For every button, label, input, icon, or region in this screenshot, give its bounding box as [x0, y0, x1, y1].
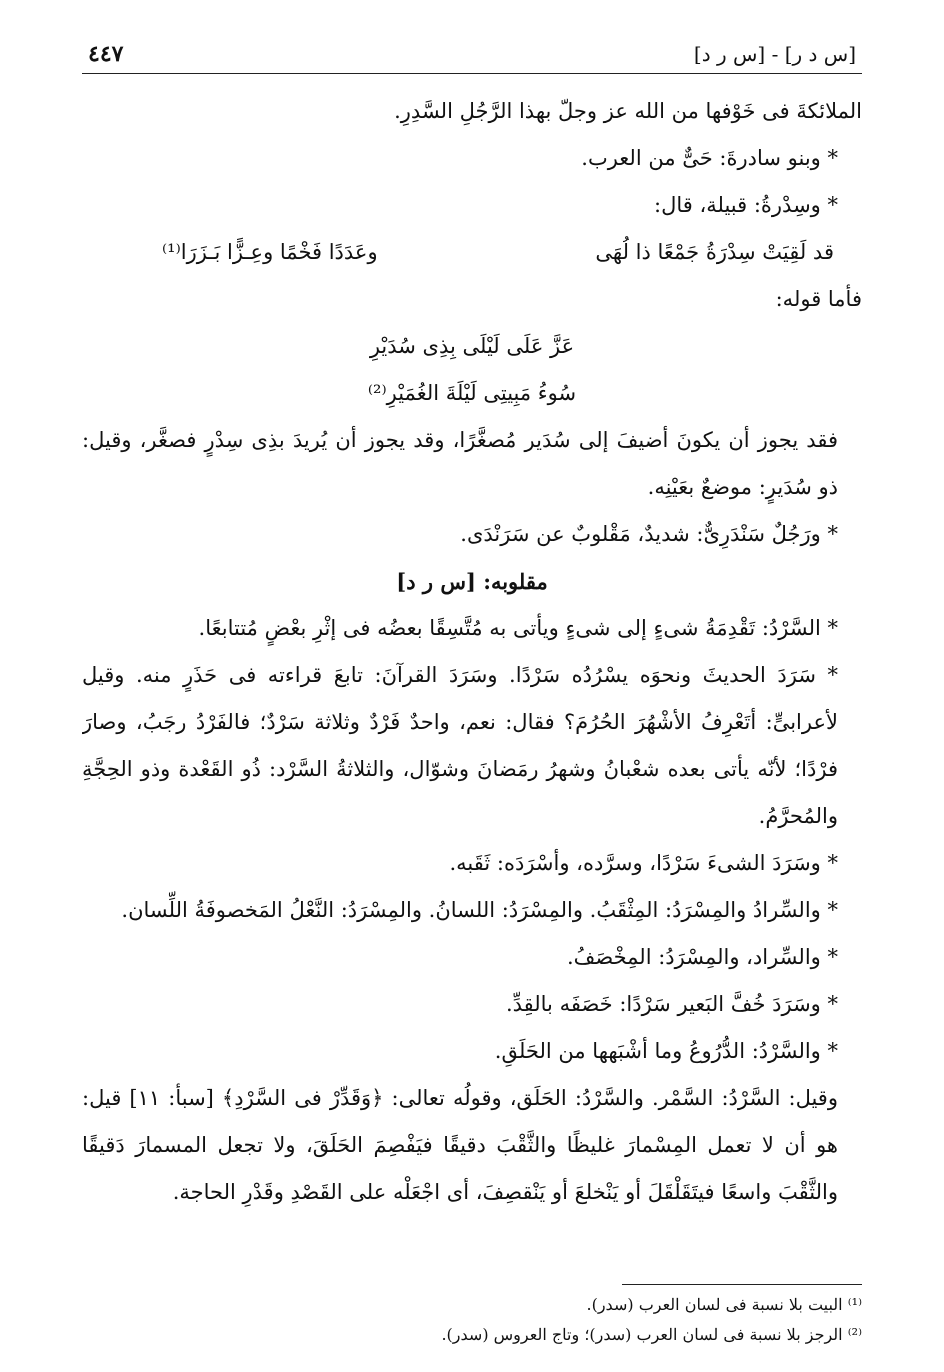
section-title: مقلوبه: [س ر د] [396, 569, 548, 594]
paragraph: وقيل: السَّرْدُ: السَّمْر. والسَّرْدُ: الحَلَق، وقولُه تعالى: ﴿وَقَدِّرْ فى السَّرْدِ﴾ [سبأ: ١١] قيل: هو أن لا تعمل المِسْمارَ غليظًا والثَّقْبَ دقيقًا فيَفْصِمَ الحَلَقَ، ولا تجعل المسمارَ دَقيقًا والثَّقْبَ واسعًا فيتَقَلْقَلَ أو يَنْخلعَ أو يَنْقصِفَ، أى اجْعَلْه على القَصْدِ وقَدْرِ الحاجة. [82, 1086, 838, 1204]
entry-line: * والسِّراد، والمِسْرَدُ: المِخْصَفُ. [566, 945, 838, 969]
paragraph: فقد يجوز أن يكونَ أضيفَ إلى سُدَير مُصغَّرًا، وقد يجوز أن يُريدَ بذِى سِدْرٍ فصغَّر، وقيل: ذو سُدَيرٍ: موضعٌ بعَيْنِه. [82, 428, 838, 499]
entry-line: * وسَرَدَ خُفَّ البَعير سَرْدًا: خَصَفَه بالقِدِّ. [505, 992, 838, 1016]
paragraph: * سَرَدَ الحديثَ ونحوَه يسْرُدُه سَرْدًا. وسَرَدَ القرآنَ: تابعَ قراءته فى حَذَرٍ منه. وقيل لأعرابىٍّ: أتَعْرِفُ الأشْهُرَ الحُرُمَ؟ فقال: نعم، واحدٌ فَرْدٌ وثلاثة سَرْدٌ؛ فالفَرْدُ رجَبُ، وصارَ فرْدًا؛ لأنّه يأتى بعده شعْبانُ وشهرُ رمَضانَ وشوّال، والثلاثةُ السَّرْد: ذُو القَعْدة وذو الحِجَّةِ والمُحرَّمُ. [82, 663, 838, 828]
entry-line: * ورَجُلٌ سَنْدَرِىٌّ: شديدٌ، مَقْلوبٌ عن سَرَنْدَى. [460, 522, 838, 546]
footnote: ⁽²⁾ الرجز بلا نسبة فى لسان العرب (سدر)؛ وتاج العروس (سدر). [441, 1325, 862, 1344]
text-line: فأما قوله: [775, 287, 862, 311]
main-text [82, 88, 862, 1216]
entry-line: * وبنو سادرةَ: حَىٌّ من العرب. [581, 146, 838, 170]
footnote: ⁽¹⁾ البيت بلا نسبة فى لسان العرب (سدر). [586, 1295, 862, 1314]
entry-line: * وسَرَدَ الشىءَ سَرْدًا، وسرَّده، وأسْرَدَه: ثَقَبه. [449, 851, 838, 875]
verse-hemistich-left: وعَدَدًا فَخْمًا وعِـزًّا بَـزَرَا⁽¹⁾ [162, 240, 378, 264]
entry-line: * والسِّرادُ والمِسْرَدُ: المِثْقَبُ. والمِسْرَدُ: اللسانُ. والمِسْرَدُ: النَّعْلُ المَخصوفَةُ اللِّسان. [121, 898, 838, 922]
entry-line: * وسِدْرةُ: قبيلة، قال: [654, 193, 838, 217]
entry-line: * السَّرْدُ: تَقْدِمَةُ شىءٍ إلى شىءٍ ويأتى به مُتَّسِقًا بعضُه فى إثْرِ بعْضٍ مُتتابعًا. [198, 616, 838, 640]
page-header [82, 38, 862, 74]
text-line: الملائكةَ فى خَوْفها من الله عز وجلّ بهذا الرَّجُلِ السَّدِرِ. [394, 99, 862, 123]
entry-line: * والسَّرْدُ: الدُّرُوعُ وما أشْبَهها من الحَلَقِ. [494, 1039, 838, 1063]
verse-hemistich-right: قد لَقِيَتْ سِدْرَةُ جَمْعًا ذا لُهَى [595, 240, 834, 264]
verse-line [82, 229, 862, 276]
verse-line: عَزَّ عَلَى لَيْلَى بِذِى سُدَيْرِ [369, 334, 575, 358]
root-label: [س د ر] - [س ر د] [693, 41, 856, 66]
footnote-divider [622, 1284, 862, 1285]
page-number: ٤٤٧ [88, 40, 124, 67]
verse-line: سُوءُ مَبِيتِى لَيْلَةَ الغُمَيْرِ⁽²⁾ [367, 381, 577, 405]
footnotes [82, 1290, 862, 1350]
